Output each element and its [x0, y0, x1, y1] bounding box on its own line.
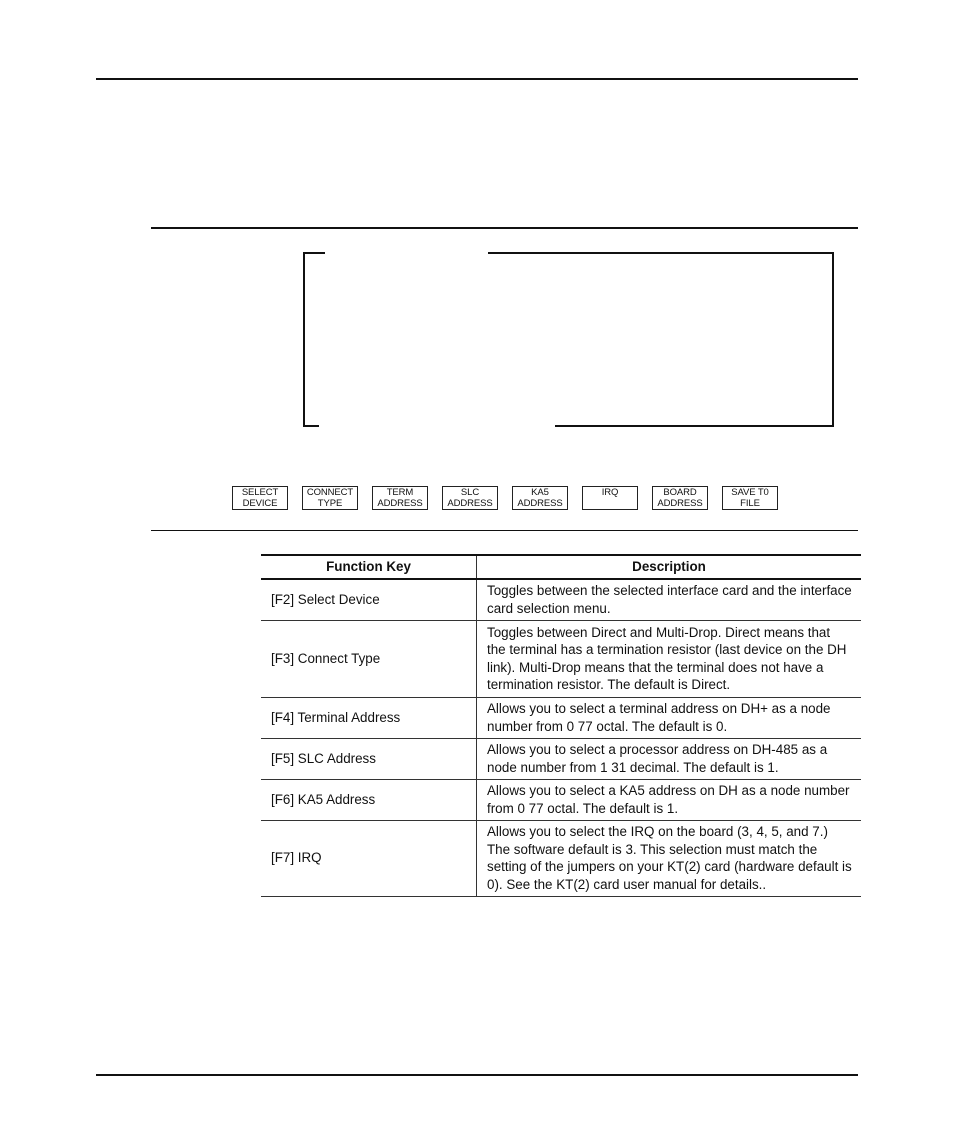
description-cell: Allows you to select the IRQ on the board (3, 4, 5, and 7.) The software default is 3. This selection must match the setting of the jumpers on your KT(2) card (hardware default is 0). See the KT(2) card user manual for details..	[477, 821, 862, 897]
function-key-cell: [F6] KA5 Address	[261, 780, 477, 821]
description-header: Description	[477, 555, 862, 579]
table-row	[261, 579, 861, 621]
frame-top-left-edge	[303, 252, 325, 254]
table-row	[261, 621, 861, 698]
function-key-cell: [F4] Terminal Address	[261, 698, 477, 739]
table-row	[261, 698, 861, 739]
connect-type-key[interactable]: CONNECT TYPE	[302, 486, 358, 510]
function-key-cell: [F2] Select Device	[261, 579, 477, 621]
frame-bottom-left-edge	[303, 425, 319, 427]
frame-bottom-right-edge	[555, 425, 834, 427]
mid-rule	[151, 530, 858, 531]
slc-address-key[interactable]: SLC ADDRESS	[442, 486, 498, 510]
top-rule	[96, 78, 858, 80]
description-cell: Toggles between Direct and Multi-Drop. Direct means that the terminal has a termination resistor (last device on the DH link). Multi-Drop means that the terminal does not have a termination resistor. The default is Direct.	[477, 621, 862, 698]
function-key-cell: [F3] Connect Type	[261, 621, 477, 698]
frame-left-edge	[303, 252, 305, 427]
term-address-key[interactable]: TERM ADDRESS	[372, 486, 428, 510]
irq-key[interactable]: IRQ	[582, 486, 638, 510]
bottom-rule	[96, 1074, 858, 1076]
section-rule	[151, 227, 858, 229]
description-cell: Allows you to select a KA5 address on DH as a node number from 0 77 octal. The default is 1.	[477, 780, 862, 821]
ka5-address-key[interactable]: KA5 ADDRESS	[512, 486, 568, 510]
select-device-key[interactable]: SELECT DEVICE	[232, 486, 288, 510]
function-key-header: Function Key	[261, 555, 477, 579]
frame-top-right-edge	[488, 252, 834, 254]
function-key-table	[261, 554, 861, 897]
description-cell: Toggles between the selected interface card and the interface card selection menu.	[477, 579, 862, 621]
description-cell: Allows you to select a terminal address on DH+ as a node number from 0 77 octal. The default is 0.	[477, 698, 862, 739]
table-header-row	[261, 555, 861, 579]
save-to-file-key[interactable]: SAVE T0 FILE	[722, 486, 778, 510]
table-row	[261, 821, 861, 897]
description-cell: Allows you to select a processor address on DH-485 as a node number from 1 31 decimal. The default is 1.	[477, 739, 862, 780]
table-row	[261, 739, 861, 780]
board-address-key[interactable]: BOARD ADDRESS	[652, 486, 708, 510]
function-key-cell: [F7] IRQ	[261, 821, 477, 897]
frame-right-edge	[832, 252, 834, 427]
table-row	[261, 780, 861, 821]
function-key-cell: [F5] SLC Address	[261, 739, 477, 780]
